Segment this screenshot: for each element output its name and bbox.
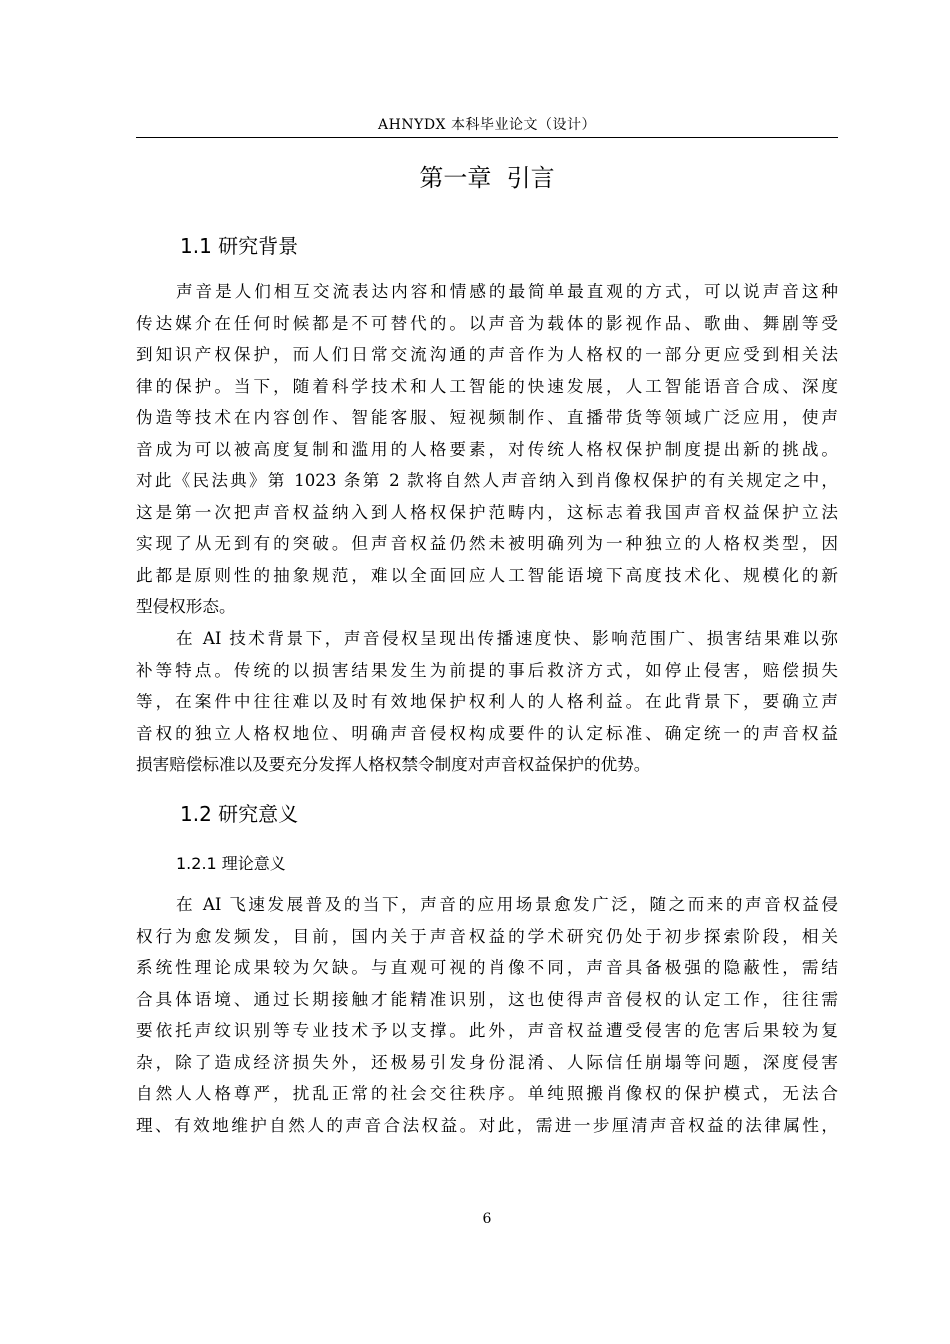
text-line: 权行为愈发频发，目前，国内关于声音权益的学术研究仍处于初步探索阶段，相关 xyxy=(136,926,838,946)
text-line: 实现了从无到有的突破。但声音权益仍然未被明确列为一种独立的人格权类型，因 xyxy=(136,534,838,553)
text-line: 对此《民法典》第 1023 条第 2 款将自然人声音纳入到肖像权保护的有关规定之中， xyxy=(136,471,838,490)
text-line: 合具体语境、通过长期接触才能精准识别，这也使得声音侵权的认定工作，往往需 xyxy=(136,989,838,1009)
paragraph-theoretical-1 xyxy=(136,889,838,1141)
text-line: 系统性理论成果较为欠缺。与直观可视的肖像不同，声音具备极强的隐蔽性，需结 xyxy=(136,958,838,977)
page-number: 6 xyxy=(482,1211,492,1227)
paragraph-background-2 xyxy=(136,623,838,781)
text-line: 损害赔偿标准以及要充分发挥人格权禁令制度对声音权益保护的优势。 xyxy=(136,755,651,774)
text-line: 要依托声纹识别等专业技术予以支撑。此外，声音权益遭受侵害的危害后果较为复 xyxy=(136,1021,838,1040)
chapter-title: 第一章 引言 xyxy=(419,164,555,192)
section-heading-background: 1.1 研究背景 xyxy=(180,234,299,258)
text-line: 自然人人格尊严，扰乱正常的社会交往秩序。单纯照搬肖像权的保护模式，无法合 xyxy=(136,1084,838,1103)
text-line: 杂，除了造成经济损失外，还极易引发身份混淆、人际信任崩塌等问题，深度侵害 xyxy=(136,1052,838,1072)
text-line: 等，在案件中往往难以及时有效地保护权利人的人格利益。在此背景下，要确立声 xyxy=(136,692,838,711)
text-line: 律的保护。当下，随着科学技术和人工智能的快速发展，人工智能语音合成、深度 xyxy=(136,376,838,396)
running-header: AHNYDX 本科毕业论文（设计） xyxy=(378,117,596,133)
section-heading-significance: 1.2 研究意义 xyxy=(180,802,299,826)
text-line: 补等特点。传统的以损害结果发生为前提的事后救济方式，如停止侵害，赔偿损失 xyxy=(136,660,838,680)
text-line: 此都是原则性的抽象规范，难以全面回应人工智能语境下高度技术化、规模化的新 xyxy=(136,565,838,585)
text-line: 在 AI 飞速发展普及的当下，声音的应用场景愈发广泛，随之而来的声音权益侵 xyxy=(176,895,838,914)
header-rule xyxy=(136,137,838,138)
text-line: 型侵权形态。 xyxy=(136,597,236,616)
text-line: 音权的独立人格权地位、明确声音侵权构成要件的认定标准、确定统一的声音权益 xyxy=(136,723,838,743)
paragraph-background-1 xyxy=(136,276,838,623)
text-line: 音成为可以被高度复制和滥用的人格要素，对传统人格权保护制度提出新的挑战。 xyxy=(136,439,838,459)
text-line: 声音是人们相互交流表达内容和情感的最简单最直观的方式，可以说声音这种 xyxy=(176,282,838,301)
text-line: 在 AI 技术背景下，声音侵权呈现出传播速度快、影响范围广、损害结果难以弥 xyxy=(176,629,838,648)
text-line: 这是第一次把声音权益纳入到人格权保护范畴内，这标志着我国声音权益保护立法 xyxy=(136,502,838,522)
text-line: 伪造等技术在内容创作、智能客服、短视频制作、直播带货等领域广泛应用，使声 xyxy=(136,408,838,427)
text-line: 传达媒介在任何时候都是不可替代的。以声音为载体的影视作品、歌曲、舞剧等受 xyxy=(136,313,838,333)
text-line: 理、有效地维护自然人的声音合法权益。对此，需进一步厘清声音权益的法律属性， xyxy=(136,1115,838,1135)
subsection-heading-theoretical: 1.2.1 理论意义 xyxy=(176,854,286,873)
text-line: 到知识产权保护，而人们日常交流沟通的声音作为人格权的一部分更应受到相关法 xyxy=(136,345,838,364)
